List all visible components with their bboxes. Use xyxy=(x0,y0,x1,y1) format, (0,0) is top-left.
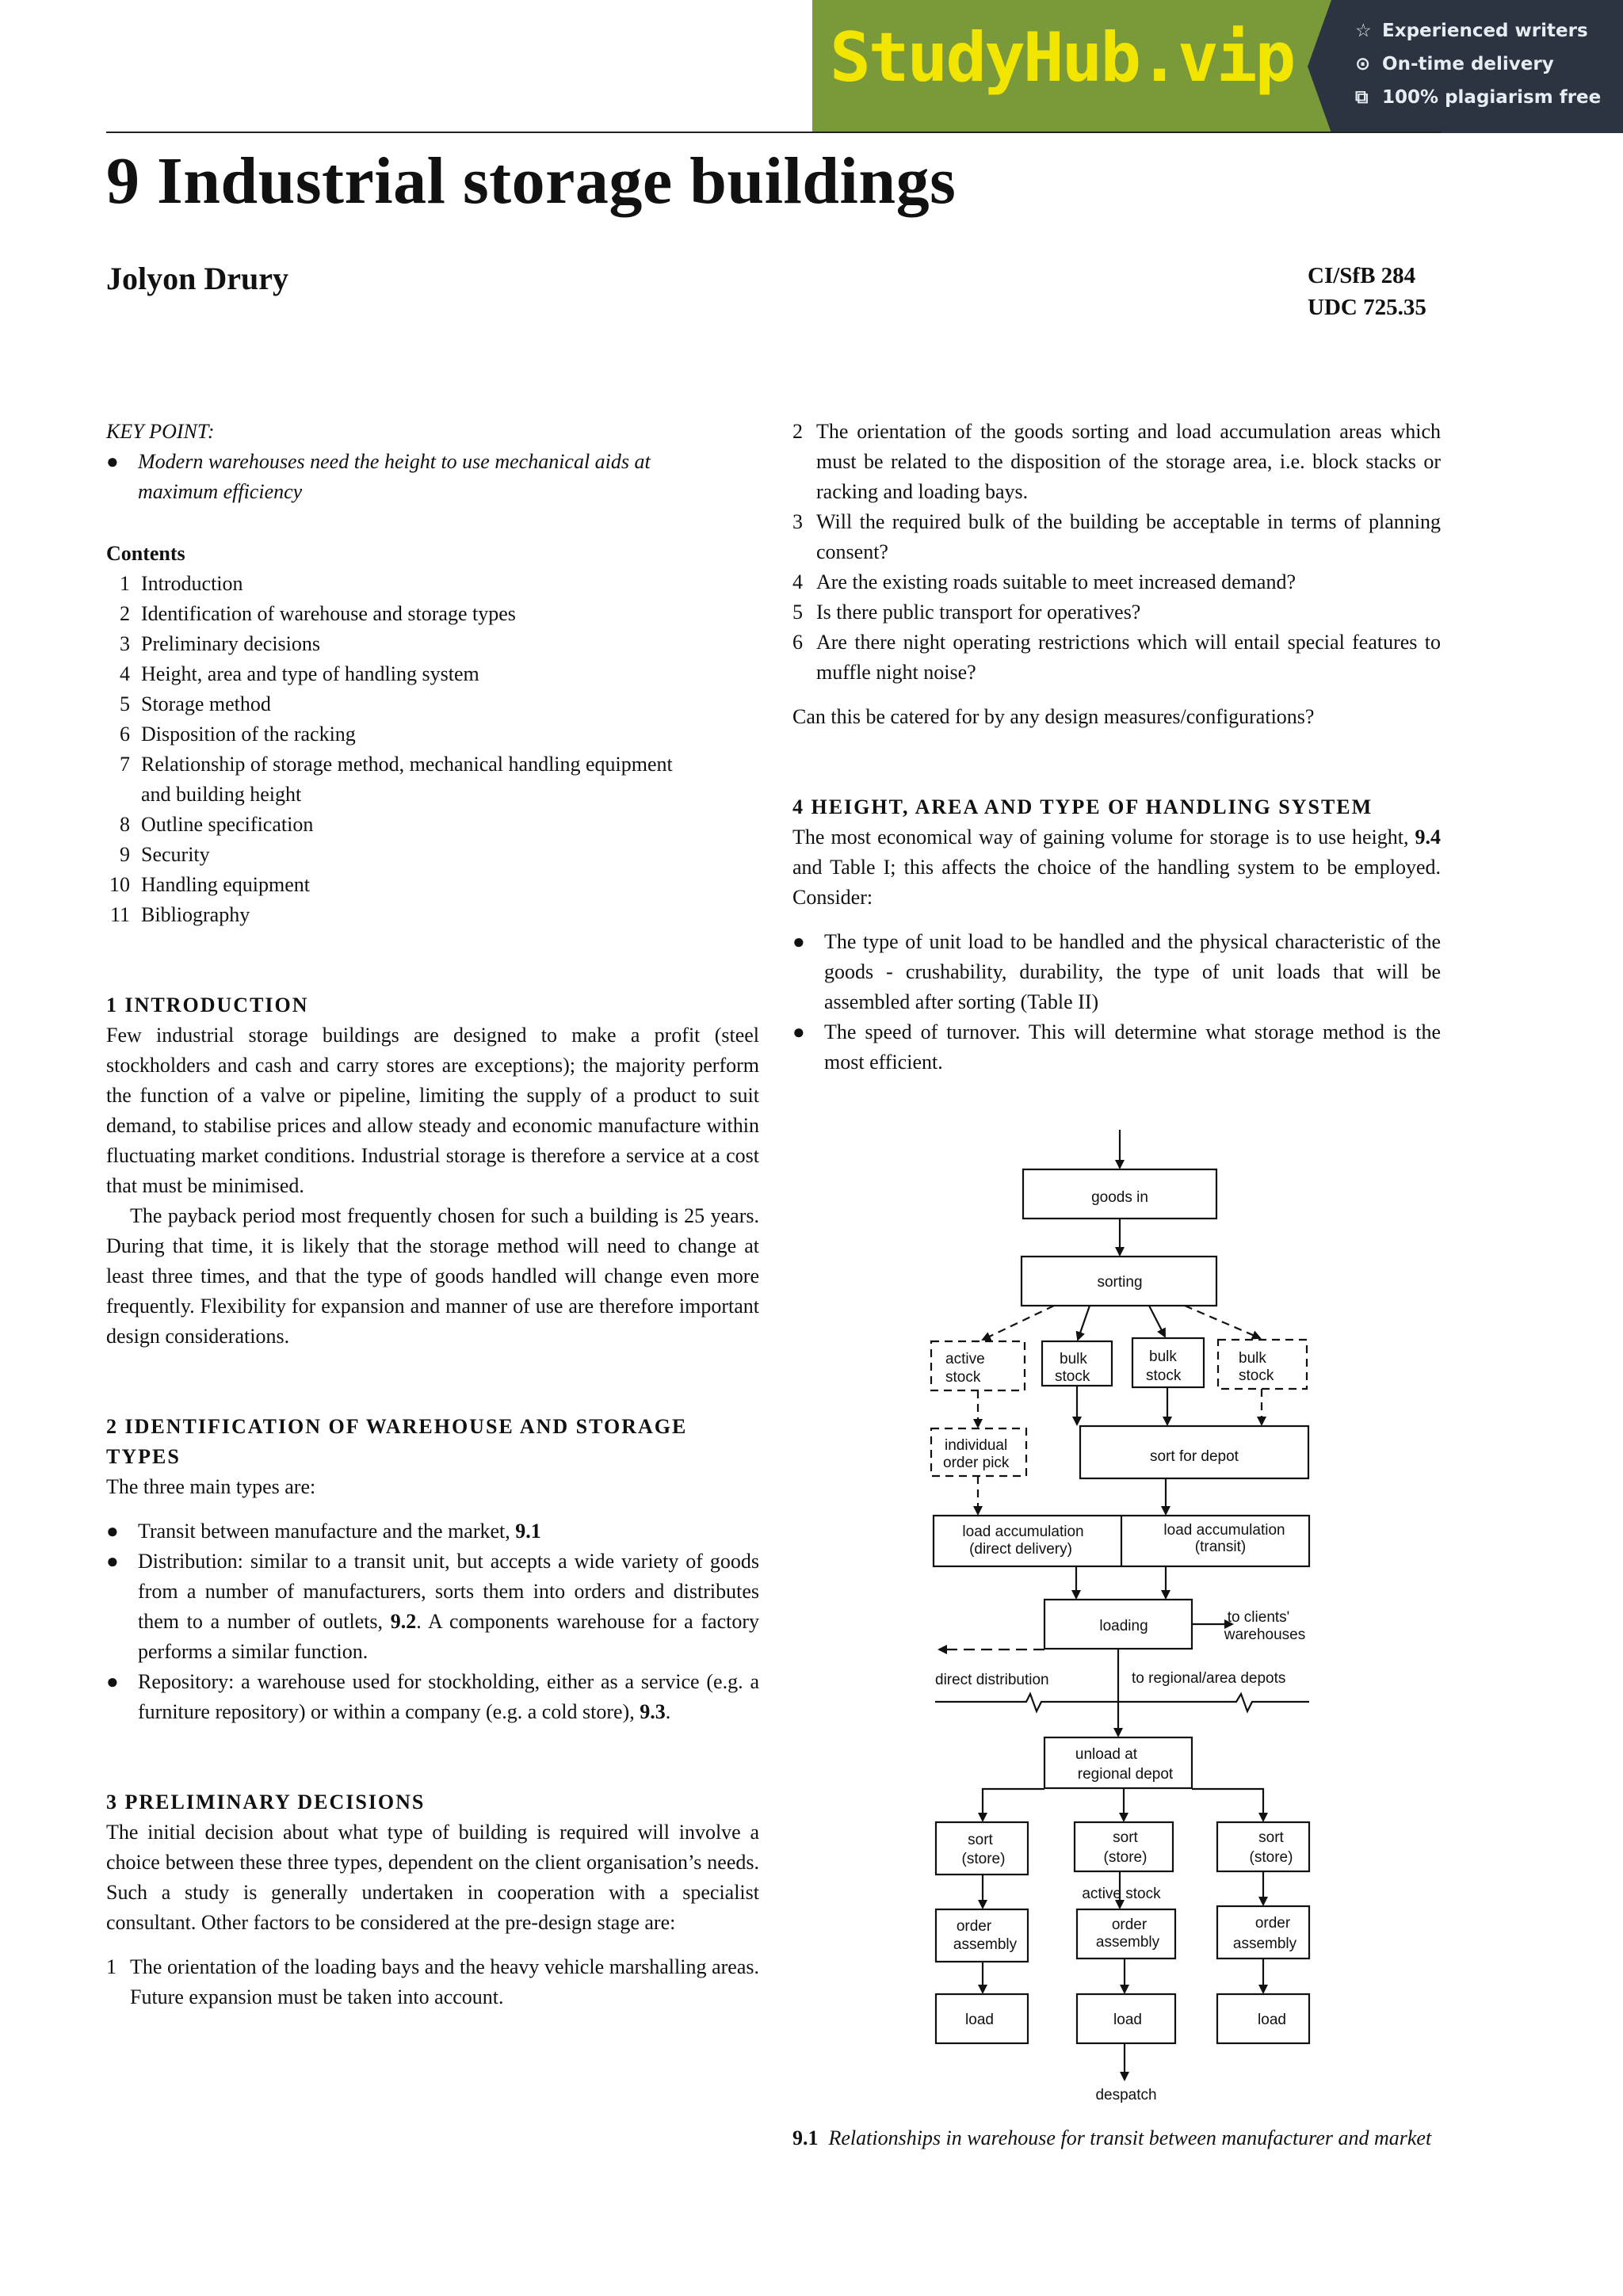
label-stock: stock xyxy=(1239,1367,1274,1384)
diagram-labels xyxy=(935,1189,1305,2103)
section-2-bullet-2: ● Distribution: similar to a transit unit, but accepts a wide variety of goods from a number of manufacturers, sorts them into orders and distributes them to a number of outlets, 9.2. A components warehouse for a factory performs a similar function. xyxy=(106,1547,759,1667)
feature-label: 100% plagiarism free xyxy=(1382,87,1602,108)
label-active-stock: active stock xyxy=(1082,1886,1161,1902)
section-2-heading: 2 IDENTIFICATION OF WAREHOUSE AND STORAGE TYPES xyxy=(106,1415,688,1468)
section-2-intro: The three main types are: xyxy=(106,1475,316,1498)
label-load: load xyxy=(1113,2012,1142,2028)
label-store: (store) xyxy=(1103,1849,1148,1866)
key-point-text: Modern warehouses need the height to use mechanical aids at maximum efficiency xyxy=(138,450,651,503)
cisfb-code: CI/SfB 284 xyxy=(1308,263,1416,288)
label-sorting: sorting xyxy=(1097,1274,1143,1291)
star-icon: ☆ xyxy=(1355,21,1372,41)
label-order-pick: order pick xyxy=(943,1455,1010,1471)
section-1-heading: 1 INTRODUCTION xyxy=(106,994,309,1016)
label-assembly: assembly xyxy=(1095,1934,1160,1951)
feature-label: Experienced writers xyxy=(1382,21,1588,41)
label-goods-in: goods in xyxy=(1091,1189,1148,1206)
label-despatch: despatch xyxy=(1095,2087,1157,2103)
label-order: order xyxy=(1111,1917,1148,1933)
label-stock: stock xyxy=(1055,1368,1090,1385)
contents-item[interactable]: 2 Identification of warehouse and storage types xyxy=(120,602,516,625)
section-3-item: 5 Is there public transport for operatives? xyxy=(792,601,1141,624)
contents-item[interactable]: 11 Bibliography xyxy=(109,903,250,926)
feature-label: On-time delivery xyxy=(1382,54,1554,74)
label-sort: sort xyxy=(968,1832,993,1848)
label-store: (store) xyxy=(1249,1849,1293,1866)
section-3-item: 4 Are the existing roads suitable to meet increased demand? xyxy=(792,570,1296,593)
figure-caption xyxy=(792,2123,1442,2153)
udc-code: UDC 725.35 xyxy=(1308,295,1426,320)
label-load: load xyxy=(1258,2012,1286,2028)
label-direct-delivery: (direct delivery) xyxy=(969,1541,1072,1558)
bullet-icon: ● xyxy=(792,1020,805,1043)
label-active: active xyxy=(945,1351,985,1367)
label-stock: stock xyxy=(945,1369,981,1386)
section-1-paragraph-2: The payback period most frequently chosen for such a building is 25 years. During that time, it is likely that the storage method will need to change at least three times, and that the type of goods handled will change even more frequently. Flexibility for expansion and manner of use are therefore important design considerations. xyxy=(106,1204,759,1348)
page-title: 9 Industrial storage buildings xyxy=(106,144,957,218)
label-order: order xyxy=(1254,1915,1291,1932)
brand-logo: StudyHub.vip xyxy=(830,18,1294,97)
label-to-clients: to clients' xyxy=(1227,1609,1290,1626)
section-4-paragraph: The most economical way of gaining volume for storage is to use height, 9.4 and Table I; this affects the choice of the handling system to be employed. Consider: xyxy=(792,826,1441,909)
bullet-icon: ● xyxy=(106,1520,119,1543)
label-loading: loading xyxy=(1099,1618,1148,1634)
label-sort-for-depot: sort for depot xyxy=(1150,1448,1239,1465)
section-1-paragraph-1: Few industrial storage buildings are designed to make a profit (steel stockholders and cash and carry stores are exceptions); the majority perform the function of a valve or pipeline, limiting the supply of a product to suit demand, to stabilise prices and allow steady and economic manufacture within fluctuating market conditions. Industrial storage is therefore a service at a cost that must be minimised. xyxy=(106,1024,759,1197)
label-transit: (transit) xyxy=(1194,1539,1247,1555)
box-order-assembly-1 xyxy=(936,1909,1028,1962)
key-point-label: KEY POINT: xyxy=(106,420,215,443)
contents-item[interactable]: 4 Height, area and type of handling system xyxy=(120,662,479,685)
label-store: (store) xyxy=(961,1851,1006,1867)
label-to-regional: to regional/area depots xyxy=(1132,1670,1286,1687)
label-stock: stock xyxy=(1146,1367,1182,1384)
contents-item[interactable]: 3 Preliminary decisions xyxy=(120,632,321,655)
section-4-bullet-1: ● The type of unit load to be handled and the physical characteristic of the goods - crushability, durability, the type of unit loads that will be assembled after sorting (Table II) xyxy=(792,927,1441,1017)
label-direct-distribution: direct distribution xyxy=(935,1672,1049,1688)
section-2-bullet-1: ● Transit between manufacture and the market, 9.1 xyxy=(106,1516,759,1547)
label-bulk: bulk xyxy=(1060,1351,1087,1367)
label-assembly: assembly xyxy=(1232,1936,1297,1952)
section-4-bullet-2: ● The speed of turnover. This will determine what storage method is the most efficient. xyxy=(792,1017,1441,1077)
section-3-item: 3 Will the required bulk of the building be acceptable in terms of planning consent? xyxy=(792,510,1441,563)
bullet-icon: ● xyxy=(792,930,805,953)
section-3-item: 6 Are there night operating restrictions which will entail special features to muffle night noise? xyxy=(792,631,1441,684)
bullet-icon: ● xyxy=(106,450,119,473)
section-4-heading: 4 HEIGHT, AREA AND TYPE OF HANDLING SYSTEM xyxy=(792,795,1373,818)
contents-item[interactable]: 9 Security xyxy=(120,843,210,866)
label-individual: individual xyxy=(945,1437,1008,1454)
label-unload-at: unload at xyxy=(1075,1746,1138,1763)
section-3-item-1: 1 The orientation of the loading bays and the heavy vehicle marshalling areas. Future expansion must be taken into account. xyxy=(106,1955,759,2008)
contents-item[interactable]: 10 Handling equipment xyxy=(109,873,311,896)
section-3-heading: 3 PRELIMINARY DECISIONS xyxy=(106,1791,426,1814)
contents-item[interactable]: 8 Outline specification xyxy=(120,813,314,836)
design-question: Can this be catered for by any design measures/configurations? xyxy=(792,705,1315,728)
label-bulk: bulk xyxy=(1239,1350,1266,1367)
contents-item[interactable]: 5 Storage method xyxy=(120,692,271,715)
contents-item[interactable]: 6 Disposition of the racking xyxy=(120,723,356,746)
label-assembly: assembly xyxy=(953,1936,1018,1953)
figure-caption-text: Relationships in warehouse for transit between manufacturer and market xyxy=(828,2126,1432,2149)
label-load-accumulation: load accumulation xyxy=(1163,1522,1285,1539)
bullet-icon: ● xyxy=(106,1670,119,1693)
label-sort: sort xyxy=(1113,1829,1138,1846)
contents-item[interactable]: 1 Introduction xyxy=(120,572,243,595)
label-regional-depot: regional depot xyxy=(1077,1766,1174,1783)
figure-ref: 9.1 xyxy=(792,2126,819,2149)
bullet-icon: ● xyxy=(106,1550,119,1573)
clock-icon: ⊙ xyxy=(1355,54,1371,74)
label-sort: sort xyxy=(1258,1829,1284,1846)
label-load-accumulation: load accumulation xyxy=(962,1524,1084,1540)
label-order: order xyxy=(956,1918,992,1935)
section-3-item: 2 The orientation of the goods sorting and load accumulation areas which must be related to the disposition of the storage area, i.e. block stacks or racking and loading bays. xyxy=(792,420,1441,503)
label-warehouses: warehouses xyxy=(1224,1627,1306,1643)
section-3-paragraph: The initial decision about what type of building is required will involve a choice between these three types, dependent on the client organisation’s needs. Such a study is generally undertaken in cooperation with a specialist consultant. Other factors to be considered at the pre-design stage are: xyxy=(106,1821,759,1934)
contents-item[interactable]: 7 Relationship of storage method, mechanical handling equipment and building height xyxy=(120,753,673,806)
contents-title: Contents xyxy=(106,542,185,565)
label-bulk: bulk xyxy=(1149,1348,1177,1365)
copy-icon: ⧉ xyxy=(1355,87,1369,108)
label-load: load xyxy=(965,2012,994,2028)
author: Jolyon Drury xyxy=(106,261,288,296)
section-2-bullet-3: ● Repository: a warehouse used for stockholding, either as a service (e.g. a furniture repository) or within a company (e.g. a cold store), 9.3. xyxy=(106,1667,759,1727)
